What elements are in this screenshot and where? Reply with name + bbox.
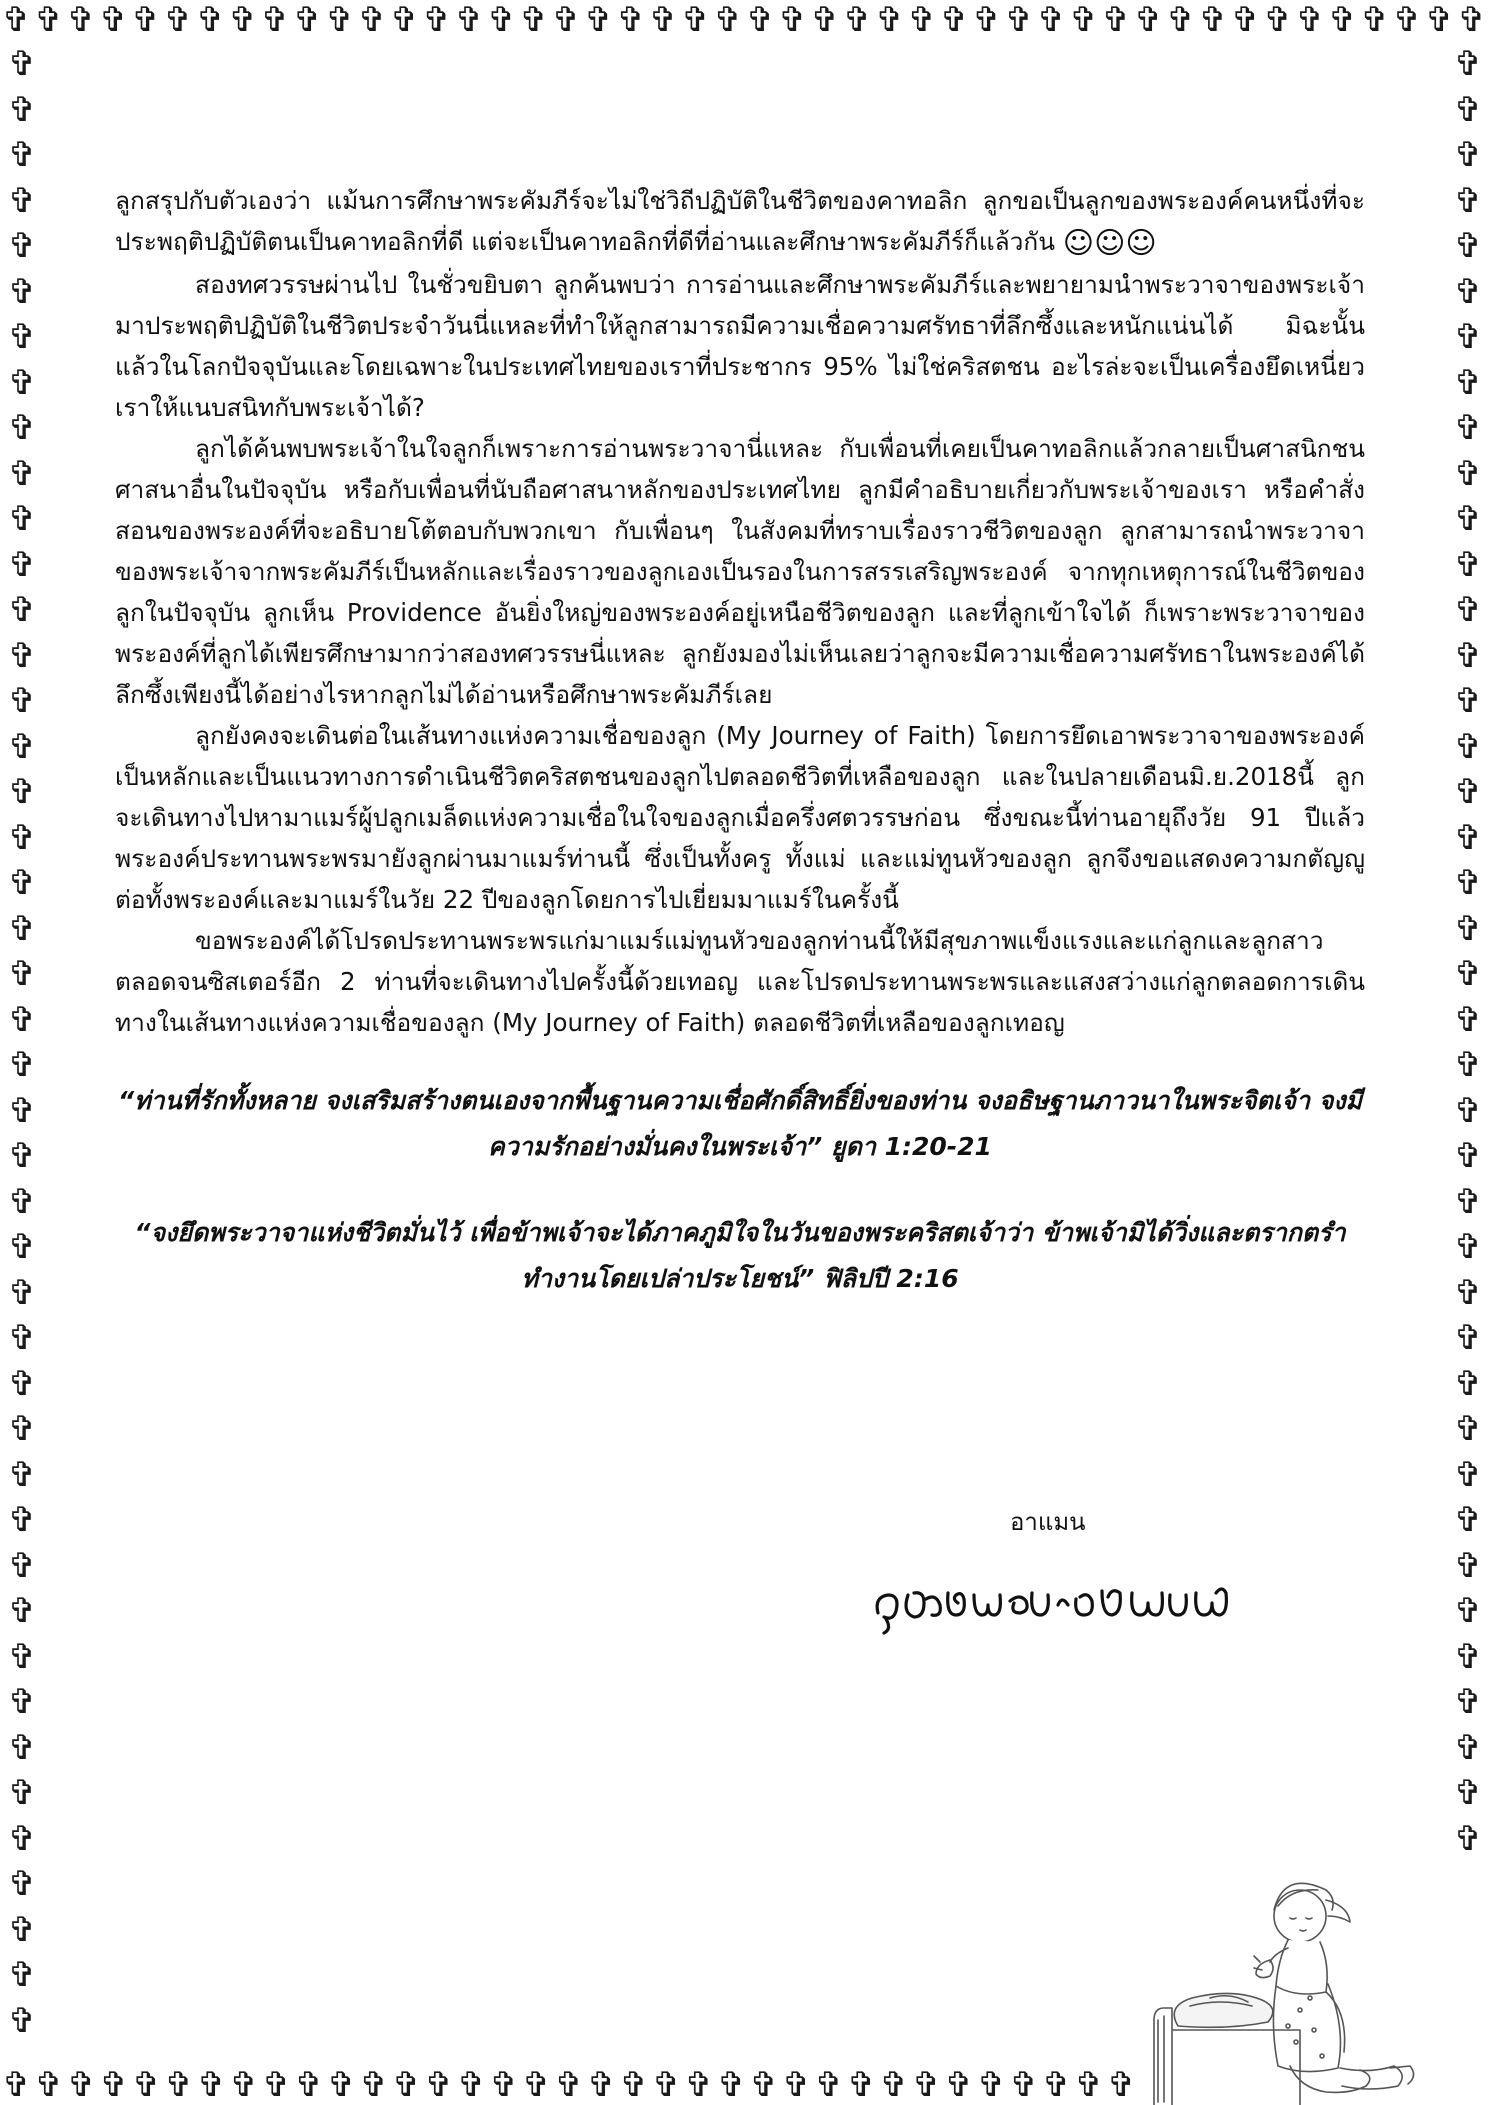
- cross-icon: ✞: [7, 1090, 37, 1131]
- cross-icon: ✞: [7, 908, 37, 949]
- cross-icon: ✞: [1453, 1409, 1483, 1449]
- cross-icon: ✞: [7, 999, 37, 1040]
- cross-icon: ✞: [912, 2065, 941, 2105]
- cross-icon: ✞: [1453, 1363, 1483, 1404]
- cross-icon: ✞: [293, 0, 322, 40]
- cross-icon: ✞: [392, 2065, 421, 2105]
- cross-icon: ✞: [7, 362, 37, 403]
- closing-amen: อาแมน: [1010, 1508, 1086, 1536]
- cross-icon: ✞: [7, 1773, 37, 1813]
- cross-icon: ✞: [454, 0, 484, 40]
- cross-icon: ✞: [1453, 180, 1483, 221]
- cross-icon: ✞: [262, 2065, 291, 2105]
- cross-icon: ✞: [1453, 999, 1483, 1040]
- cross-icon: ✞: [749, 2065, 778, 2105]
- cross-icon: ✞: [7, 681, 37, 721]
- cross-icon: ✞: [1453, 954, 1483, 994]
- cross-icon: ✞: [7, 726, 37, 767]
- cross-icon: ✞: [7, 453, 37, 494]
- cross-icon: ✞: [684, 2065, 713, 2105]
- cross-icon: ✞: [1453, 408, 1483, 448]
- cross-icon: ✞: [1, 0, 31, 40]
- cross-icon: ✞: [1453, 863, 1483, 903]
- cross-icon: ✞: [34, 0, 63, 40]
- cross-icon: ✞: [944, 2065, 973, 2105]
- cross-icon: ✞: [7, 863, 37, 903]
- cross-icon: ✞: [1453, 817, 1483, 858]
- cross-icon: ✞: [1453, 544, 1483, 585]
- cross-icon: ✞: [7, 135, 37, 175]
- cross-icon: ✞: [1069, 0, 1098, 40]
- cross-icon: ✞: [294, 2065, 323, 2105]
- cross-icon: ✞: [842, 0, 872, 40]
- cross-icon: ✞: [1107, 2065, 1136, 2105]
- cross-icon: ✞: [7, 635, 37, 676]
- cross-icon: ✞: [422, 0, 451, 40]
- cross-icon: ✞: [1453, 44, 1483, 84]
- cross-icon: ✞: [1263, 0, 1292, 40]
- cross-icon: ✞: [34, 2065, 63, 2105]
- cross-icon: ✞: [1453, 1591, 1483, 1631]
- cross-icon: ✞: [1453, 1545, 1483, 1586]
- cross-icon: ✞: [1453, 135, 1483, 175]
- cross-icon: ✞: [197, 2065, 226, 2105]
- cross-icon: ✞: [7, 817, 37, 858]
- cross-icon: ✞: [875, 0, 904, 40]
- paragraph-2: สองทศวรรษผ่านไป ในชั่วขยิบตา ลูกค้นพบว่า การอ่านและศึกษาพระคัมภีร์และพยายามนำพระวาจาของพระเจ้ามาประพฤติปฏิบัติในชีวิตประจำวันนี่แหละที่ทำให้ลูกสามารถมีความเชื่อความศรัทธาที่ลึกซึ้งและหนักแน่นได้ มิฉะนั้นแล้วในโลกปัจจุบันและโดยเฉพาะในประเทศไทยของเราที่ประชากร 95% ไม่ใช่คริสตชน อะไรล่ะจะเป็นเครื่องยึดเหนี่ยวเราให้แนบสนิทกับพระเจ้าได้?: [115, 270, 1365, 422]
- cross-icon: ✞: [7, 544, 37, 585]
- cross-icon: ✞: [1453, 362, 1483, 403]
- bible-quote-jude: “ท่านที่รักทั้งหลาย จงเสริมสร้างตนเองจากพื้นฐานความเชื่อศักดิ์สิทธิ์ยิ่งของท่าน จงอธิษฐานภาวนาในพระจิตเจ้า จงมีความรักอย่างมั่นคงในพระเจ้า” ยูดา 1:20-21: [117, 1086, 1363, 1161]
- cross-icon: ✞: [1166, 0, 1195, 40]
- cross-icon: ✞: [1453, 1636, 1483, 1677]
- cross-icon: ✞: [977, 2065, 1006, 2105]
- paragraph-5: ขอพระองค์ได้โปรดประทานพระพรแก่มาแมร์แม่ทูนหัวของลูกท่านนี้ให้มีสุขภาพแข็งแรงและแก่ลูกและลูกสาวตลอดจนซิสเตอร์อีก 2 ท่านที่จะเดินทางไปครั้งนี้ด้วยเทอญ และโปรดประทานพระพรและแสงสว่างแก่ลูกตลอดการเดินทางในเส้นทางแห่งความเชื่อของลูก (My Journey of Faith) ตลอดชีวิตที่เหลือของลูกเทอญ: [115, 926, 1365, 1037]
- cross-icon: ✞: [195, 0, 225, 40]
- cross-icon: ✞: [7, 772, 37, 812]
- cross-icon: ✞: [66, 0, 96, 40]
- cross-icon: ✞: [1036, 0, 1066, 40]
- cross-icon: ✞: [487, 0, 516, 40]
- cross-icon: ✞: [7, 1272, 37, 1313]
- cross-icon: ✞: [7, 271, 37, 312]
- cross-icon: ✞: [1453, 681, 1483, 721]
- bottom-cross-border: [0, 2065, 1148, 2105]
- cross-icon: ✞: [778, 0, 807, 40]
- cross-icon: ✞: [810, 0, 840, 40]
- cross-icon: ✞: [164, 2065, 193, 2105]
- cross-icon: ✞: [713, 0, 742, 40]
- smiley-faces-icon: ☺☺☺: [1062, 226, 1157, 261]
- cross-icon: ✞: [7, 1545, 37, 1586]
- cross-icon: ✞: [7, 1318, 37, 1358]
- cross-icon: ✞: [7, 317, 37, 357]
- top-cross-border: [0, 0, 1488, 40]
- cross-icon: ✞: [2, 2065, 31, 2105]
- cross-icon: ✞: [7, 1591, 37, 1631]
- cross-icon: ✞: [163, 0, 193, 40]
- cross-icon: ✞: [1453, 590, 1483, 630]
- cross-icon: ✞: [1074, 2065, 1103, 2105]
- praying-child-illustration: [1150, 1830, 1435, 2105]
- cross-icon: ✞: [1198, 0, 1228, 40]
- cross-icon: ✞: [1453, 1682, 1483, 1722]
- right-cross-border: [1448, 42, 1488, 1862]
- cross-icon: ✞: [7, 1955, 37, 1995]
- cross-icon: ✞: [972, 0, 1001, 40]
- cross-icon: ✞: [67, 2065, 96, 2105]
- cross-icon: ✞: [554, 2065, 583, 2105]
- cross-icon: ✞: [1230, 0, 1260, 40]
- paragraph-1-text: ลูกสรุปกับตัวเองว่า แม้นการศึกษาพระคัมภีร์จะไม่ใช่วิถีปฏิบัติในชีวิตของคาทอลิก ลูกขอเป็นลูกของพระองค์คนหนึ่งที่จะประพฤติปฏิบัติตนเป็นคาทอลิกที่ดี แต่จะเป็นคาทอลิกที่ดีที่อ่านและศึกษาพระคัมภีร์ก็แล้วกัน: [115, 186, 1365, 256]
- cross-icon: ✞: [327, 2065, 356, 2105]
- cross-icon: ✞: [519, 0, 548, 40]
- cross-icon: ✞: [1328, 0, 1357, 40]
- cross-icon: ✞: [681, 0, 710, 40]
- cross-icon: ✞: [7, 1363, 37, 1404]
- cross-icon: ✞: [1453, 226, 1483, 266]
- cross-icon: ✞: [522, 2065, 551, 2105]
- cross-icon: ✞: [1453, 1773, 1483, 1813]
- paragraph-4: ลูกยังคงจะเดินต่อในเส้นทางแห่งความเชื่อของลูก (My Journey of Faith) โดยการยึดเอาพระวาจาของพระองค์เป็นหลักและเป็นแนวทางการดำเนินชีวิตคริสตชนของลูกไปตลอดชีวิตที่เหลือของลูก และในปลายเดือนมิ.ย.2018นี้ ลูกจะเดินทางไปหามาแมร์ผู้ปลูกเมล็ดแห่งความเชื่อในใจของลูกเมื่อครึ่งศตวรรษก่อน ซึ่งขณะนี้ท่านอายุถึงวัย 91 ปีแล้ว พระองค์ประทานพระพรมายังลูกผ่านมาแมร์ท่านนี้ ซึ่งเป็นทั้งครู ทั้งแม่ และแม่ทูนหัวของลูก ลูกจึงขอแสดงความกตัญญูต่อทั้งพระองค์และมาแมร์ในวัย 22 ปีของลูกโดยการไปเยี่ยมมาแมร์ในครั้งนี้: [115, 721, 1365, 914]
- cross-icon: ✞: [782, 2065, 811, 2105]
- cross-icon: ✞: [587, 2065, 616, 2105]
- cross-icon: ✞: [907, 0, 937, 40]
- left-cross-border: [2, 42, 42, 2062]
- cross-icon: ✞: [325, 0, 354, 40]
- cross-icon: ✞: [457, 2065, 486, 2105]
- cross-icon: ✞: [1392, 0, 1422, 40]
- cross-icon: ✞: [717, 2065, 746, 2105]
- cross-icon: ✞: [1453, 1454, 1483, 1495]
- cross-icon: ✞: [228, 0, 257, 40]
- cross-icon: ✞: [7, 1818, 37, 1859]
- cross-icon: ✞: [7, 180, 37, 221]
- cross-icon: ✞: [745, 0, 775, 40]
- cross-icon: ✞: [1453, 635, 1483, 676]
- cross-icon: ✞: [1360, 0, 1389, 40]
- cross-icon: ✞: [1453, 89, 1483, 130]
- cross-icon: ✞: [1101, 0, 1131, 40]
- cross-icon: ✞: [7, 1181, 37, 1222]
- cross-icon: ✞: [7, 1227, 37, 1267]
- cross-icon: ✞: [7, 89, 37, 130]
- cross-icon: ✞: [7, 1636, 37, 1677]
- cross-icon: ✞: [7, 1454, 37, 1495]
- cross-icon: ✞: [98, 0, 128, 40]
- cross-icon: ✞: [1453, 453, 1483, 494]
- handwritten-signature: [870, 1565, 1240, 1637]
- cross-icon: ✞: [1453, 1181, 1483, 1222]
- cross-icon: ✞: [1453, 1090, 1483, 1131]
- cross-icon: ✞: [260, 0, 290, 40]
- cross-icon: ✞: [616, 0, 645, 40]
- cross-icon: ✞: [7, 1500, 37, 1540]
- cross-icon: ✞: [7, 1727, 37, 1768]
- cross-icon: ✞: [1004, 0, 1034, 40]
- cross-icon: ✞: [7, 499, 37, 539]
- cross-icon: ✞: [648, 0, 678, 40]
- cross-icon: ✞: [7, 954, 37, 994]
- cross-icon: ✞: [357, 0, 387, 40]
- cross-icon: ✞: [1457, 0, 1486, 40]
- cross-icon: ✞: [132, 2065, 161, 2105]
- cross-icon: ✞: [1453, 499, 1483, 539]
- cross-icon: ✞: [939, 0, 969, 40]
- cross-icon: ✞: [1453, 772, 1483, 812]
- cross-icon: ✞: [1042, 2065, 1071, 2105]
- cross-icon: ✞: [847, 2065, 876, 2105]
- cross-icon: ✞: [7, 590, 37, 630]
- cross-icon: ✞: [1453, 1272, 1483, 1313]
- cross-icon: ✞: [489, 2065, 518, 2105]
- cross-icon: ✞: [1453, 1818, 1483, 1859]
- paragraph-3: ลูกได้ค้นพบพระเจ้าในใจลูกก็เพราะการอ่านพระวาจานี่แหละ กับเพื่อนที่เคยเป็นคาทอลิกแล้วกลายเป็นศาสนิกชนศาสนาอื่นในปัจจุบัน หรือกับเพื่อนที่นับถือศาสนาหลักของประเทศไทย ลูกมีคำอธิบายเกี่ยวกับพระเจ้าของเรา หรือคำสั่งสอนของพระองค์ที่จะอธิบายโต้ตอบกับพวกเขา กับเพื่อนๆ ในสังคมที่ทราบเรื่องราวชีวิตของลูก ลูกสามารถนำพระวาจาของพระเจ้าจากพระคัมภีร์เป็นหลักและเรื่องราวของลูกเองเป็นรองในการสรรเสริญพระองค์ จากทุกเหตุการณ์ในชีวิตของลูกในปัจจุบัน ลูกเห็น Providence อันยิ่งใหญ่ของพระองค์อยู่เหนือชีวิตของลูก และที่ลูกเข้าใจได้ ก็เพราะพระวาจาของพระองค์ที่ลูกได้เพียรศึกษามากว่าสองทศวรรษนี่แหละ ลูกยังมองไม่เห็นเลยว่าลูกจะมีความเชื่อความศรัทธาในพระองค์ได้ลึกซึ้งเพียงนี้ได้อย่างไรหากลูกไม่ได้อ่านหรือศึกษาพระคัมภีร์เลย: [115, 434, 1365, 709]
- cross-icon: ✞: [7, 2000, 37, 2041]
- bible-quote-philippians: “จงยึดพระวาจาแห่งชีวิตมั่นไว้ เพื่อข้าพเจ้าจะได้ภาคภูมิใจในวันของพระคริสตเจ้าว่า ข้าพเจ้ามิได้วิ่งและตรากตรำทำงานโดยเปล่าประโยชน์” ฟิลิปปี 2:16: [134, 1218, 1346, 1293]
- cross-icon: ✞: [1009, 2065, 1038, 2105]
- cross-icon: ✞: [1453, 1045, 1483, 1085]
- cross-icon: ✞: [359, 2065, 388, 2105]
- cross-icon: ✞: [814, 2065, 843, 2105]
- cross-icon: ✞: [99, 2065, 128, 2105]
- cross-icon: ✞: [7, 44, 37, 84]
- cross-icon: ✞: [7, 1136, 37, 1176]
- cross-icon: ✞: [1453, 1500, 1483, 1540]
- cross-icon: ✞: [1453, 271, 1483, 312]
- cross-icon: ✞: [879, 2065, 908, 2105]
- paragraph-1: [115, 180, 1365, 264]
- cross-icon: ✞: [7, 1045, 37, 1085]
- cross-icon: ✞: [1425, 0, 1454, 40]
- cross-icon: ✞: [131, 0, 160, 40]
- cross-icon: ✞: [7, 226, 37, 266]
- cross-icon: ✞: [1453, 1136, 1483, 1176]
- cross-icon: ✞: [652, 2065, 681, 2105]
- cross-icon: ✞: [1453, 1727, 1483, 1768]
- cross-icon: ✞: [584, 0, 613, 40]
- cross-icon: ✞: [390, 0, 419, 40]
- cross-icon: ✞: [551, 0, 581, 40]
- cross-icon: ✞: [7, 1864, 37, 1904]
- cross-icon: ✞: [1453, 1318, 1483, 1358]
- cross-icon: ✞: [7, 408, 37, 448]
- letter-body: [115, 180, 1365, 1302]
- cross-icon: ✞: [1453, 908, 1483, 949]
- cross-icon: ✞: [7, 1909, 37, 1950]
- cross-icon: ✞: [1453, 317, 1483, 357]
- cross-icon: ✞: [7, 1682, 37, 1722]
- cross-icon: ✞: [1133, 0, 1163, 40]
- cross-icon: ✞: [1453, 1227, 1483, 1267]
- cross-icon: ✞: [1453, 726, 1483, 767]
- cross-icon: ✞: [1295, 0, 1325, 40]
- cross-icon: ✞: [7, 1409, 37, 1449]
- cross-icon: ✞: [424, 2065, 453, 2105]
- cross-icon: ✞: [229, 2065, 258, 2105]
- cross-icon: ✞: [619, 2065, 648, 2105]
